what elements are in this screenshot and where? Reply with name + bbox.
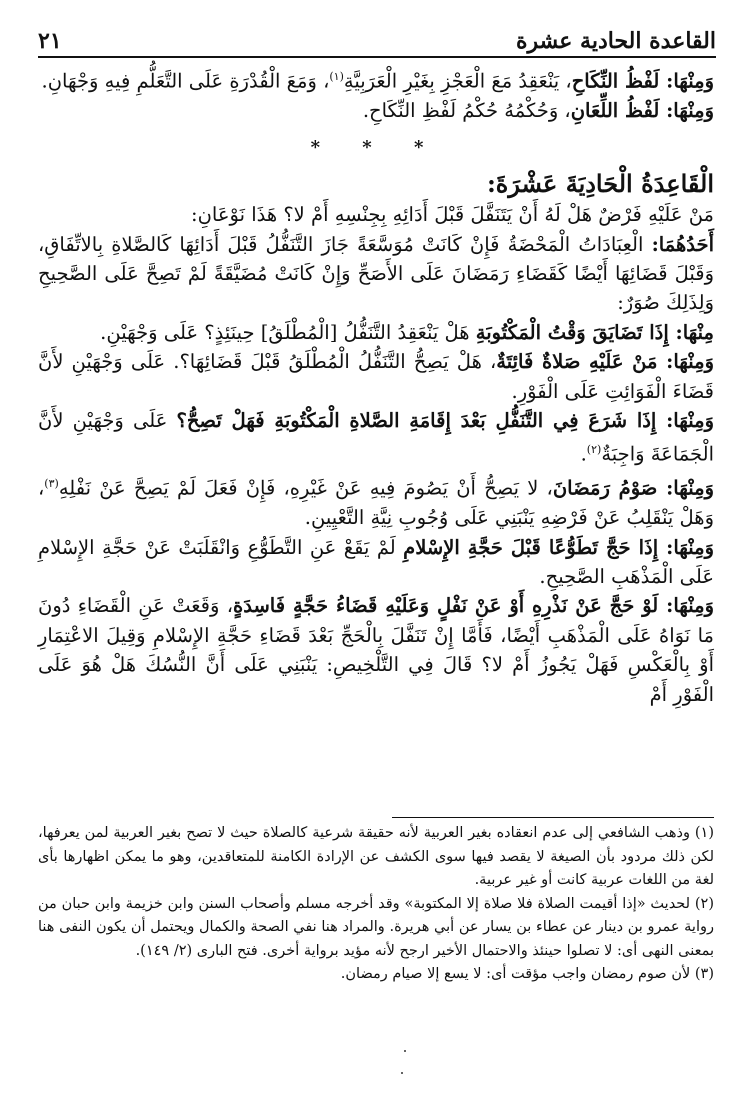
paragraph-keyword: وَمِنْهَا: لَوْ حَجَّ عَنْ نَذْرِهِ أَوْ عَنْ نَفْلٍ وَعَلَيْهِ قَضَاءُ حَجَّةٍ فَاسِدَةٍ xyxy=(233,594,714,618)
page-number: ٢١ xyxy=(38,28,62,54)
main-text xyxy=(38,62,714,709)
paragraph xyxy=(38,533,714,592)
paragraph-keyword: أَحَدُهُمَا: xyxy=(651,232,714,256)
footnote-ref: (١) xyxy=(329,70,344,83)
section-heading: الْقَاعِدَةُ الْحَادِيَةَ عَشْرَةَ: xyxy=(486,168,714,198)
footnote: (٣) لأن صوم رمضان واجب مؤقت أى: لا يسع إلا صيام رمضان. xyxy=(340,966,714,982)
paragraph-text: ، وَقَعَتْ عَنِ الْقَضَاءِ دُونَ مَا نَوَاهُ عَلَى الْمَذْهَبِ أَيْضًا، فَأَمَّا إِنْ تَنَفَّلَ بِالْحَجِّ بَعْدَ قَضَاءِ حَجَّةِ الإِسْلامِ وَقِيلَ الاعْتِمَارِ أَوْ بِالْعَكْسِ فَهَلْ يَجُوزُ أَمْ لا؟ قَالَ فِي التَّلْخِيصِ: يَنْبَنِي عَلَى أَنَّ النُّسُكَ هَلْ هُوَ عَلَى الْفَوْرِ أَمْ xyxy=(38,594,714,706)
footnote-ref: (٢) xyxy=(586,443,602,457)
paragraph xyxy=(38,318,714,347)
paragraph-text: ، وَهَلْ يَنْقَلِبُ عَنْ فَرْضِهِ يَنْبَنِي عَلَى وُجُوبِ نِيَّةِ التَّعْيِينِ. xyxy=(38,476,714,530)
paragraph-keyword: وَمِنْهَا: لَفْظُ النِّكَاحِ xyxy=(571,69,714,93)
footnotes xyxy=(38,822,714,987)
running-title: القاعدة الحادية عشرة xyxy=(515,28,716,54)
paragraph xyxy=(38,406,714,469)
paragraph-keyword: وَمِنْهَا: مَنْ عَلَيْهِ صَلاةٌ فَائِتَةٌ xyxy=(496,350,715,374)
paragraph xyxy=(38,469,714,532)
paragraph-text: الْعِبَادَاتُ الْمَحْضَةُ فَإِنْ كَانَتْ مُوَسَّعَةً جَازَ التَّنَفُّلُ قَبْلَ أَدَائِهَا كَالصَّلاةِ بِالاتِّفَاقِ، وَقَبْلَ قَضَائِهَا أَيْضًا كَقَضَاءِ رَمَضَانَ عَلَى الأَصَحِّ وَإِنْ كَانَتْ مُضَيَّقَةً لَمْ تَصِحَّ عَلَى الصَّحِيحِ وَلِذَلِكَ صُوَرٌ: xyxy=(38,232,714,315)
section-separator: * * * xyxy=(310,137,442,159)
paragraph-keyword: وَمِنْهَا: إِذَا شَرَعَ فِي التَّنَفُّلِ بَعْدَ إِقَامَةِ الصَّلاةِ الْمَكْتُوبَةِ فَهَلْ تَصِحُّ؟ xyxy=(176,408,714,432)
footnote-ref: (٣) xyxy=(44,477,59,491)
page-header xyxy=(38,22,716,58)
paragraph-text: ، هَلْ يَصِحُّ التَّنَفُّلُ الْمُطْلَقُ قَبْلَ قَضَائِهَا؟. عَلَى وَجْهَيْنِ لأَنَّ قَضَاءَ الْفَوَائِتِ عَلَى الْفَوْرِ. xyxy=(38,350,714,403)
paragraph xyxy=(38,230,714,318)
paragraph-text: ، يَنْعَقِدُ مَعَ الْعَجْزِ بِغَيْرِ الْعَرَبِيَّةِ xyxy=(343,69,572,93)
paragraph-text: لَمْ يَقَعْ عَنِ التَّطَوُّعِ وَانْقَلَبَتْ عَنْ حَجَّةِ الإِسْلامِ عَلَى الْمَذْهَبِ الصَّحِيحِ. xyxy=(38,535,714,588)
paragraph xyxy=(38,96,714,125)
paragraph-text: ، وَمَعَ الْقُدْرَةِ عَلَى التَّعَلُّمِ فِيهِ وَجْهَانِ. xyxy=(41,69,330,93)
paragraph-text: ، وَحُكْمُهُ حُكْمُ لَفْظِ النِّكَاحِ. xyxy=(362,98,571,122)
paragraph-keyword: وَمِنْهَا: إِذَا حَجَّ تَطَوُّعًا قَبْلَ حَجَّةِ الإِسْلامِ xyxy=(403,535,715,559)
scan-speck xyxy=(401,1072,403,1074)
paragraph-text: هَلْ يَنْعَقِدُ التَّنَفُّلُ [الْمُطْلَقُ] حِينَئِذٍ؟ عَلَى وَجْهَيْنِ. xyxy=(100,320,476,344)
paragraph xyxy=(38,591,714,709)
paragraph xyxy=(38,62,714,96)
paragraph-text: ، لا يَصِحُّ أَنْ يَصُومَ فِيهِ عَنْ غَيْرِهِ، فَإِنْ فَعَلَ لَمْ يَصِحَّ عَنْ نَفْلِهِ xyxy=(58,476,553,500)
paragraph-text: عَلَى وَجْهَيْنِ لأَنَّ الْجَمَاعَةَ وَاجِبَةٌ xyxy=(38,408,714,466)
footnote: (١) وذهب الشافعي إلى عدم انعقاده بغير العربية لأنه حقيقة شرعية كالصلاة حيث لا تصح بغير العربية لمن يعرفها، لكن ذلك مردود بأن الصيغة لا يقصد فيها سوى الكشف عن الإرادة الكامنة للمتعاقدين، وهو ما يمكن اظهارها بأى لغة من اللغات عربية كانت أو غير عربية. xyxy=(38,825,714,888)
footnote-divider xyxy=(392,817,714,818)
scan-speck xyxy=(404,1050,406,1052)
paragraph: مَنْ عَلَيْهِ فَرْضٌ هَلْ لَهُ أَنْ يَتَنَفَّلَ قَبْلَ أَدَائِهِ بِجِنْسِهِ أَمْ لا؟ هَذَا نَوْعَانِ: xyxy=(191,203,714,227)
paragraph-text: . xyxy=(580,442,587,466)
paragraph xyxy=(38,347,714,406)
paragraph-keyword: مِنْهَا: إِذَا تَضَايَقَ وَقْتُ الْمَكْتُوبَةِ xyxy=(475,320,714,344)
paragraph-keyword: وَمِنْهَا: صَوْمُ رَمَضَانَ xyxy=(552,476,714,500)
footnote: (٢) لحديث «إذا أقيمت الصلاة فلا صلاة إلا المكتوبة» وقد أخرجه مسلم وأصحاب السنن وابن خزيمة وابن حبان من رواية عمرو بن دينار عن عطاء بن يسار عن أبي هريرة. والمراد هنا نفي الصحة والكمال ويحتمل أن يكون النفى هنا بمعنى النهى أى: لا تصلوا حينئذ والاحتمال الأخير ارجح لأنه مؤيد برواية أخرى. فتح البارى (٢/ ١٤٩). xyxy=(38,895,714,959)
paragraph-keyword: وَمِنْهَا: لَفْظُ اللِّعَانِ xyxy=(570,98,714,122)
